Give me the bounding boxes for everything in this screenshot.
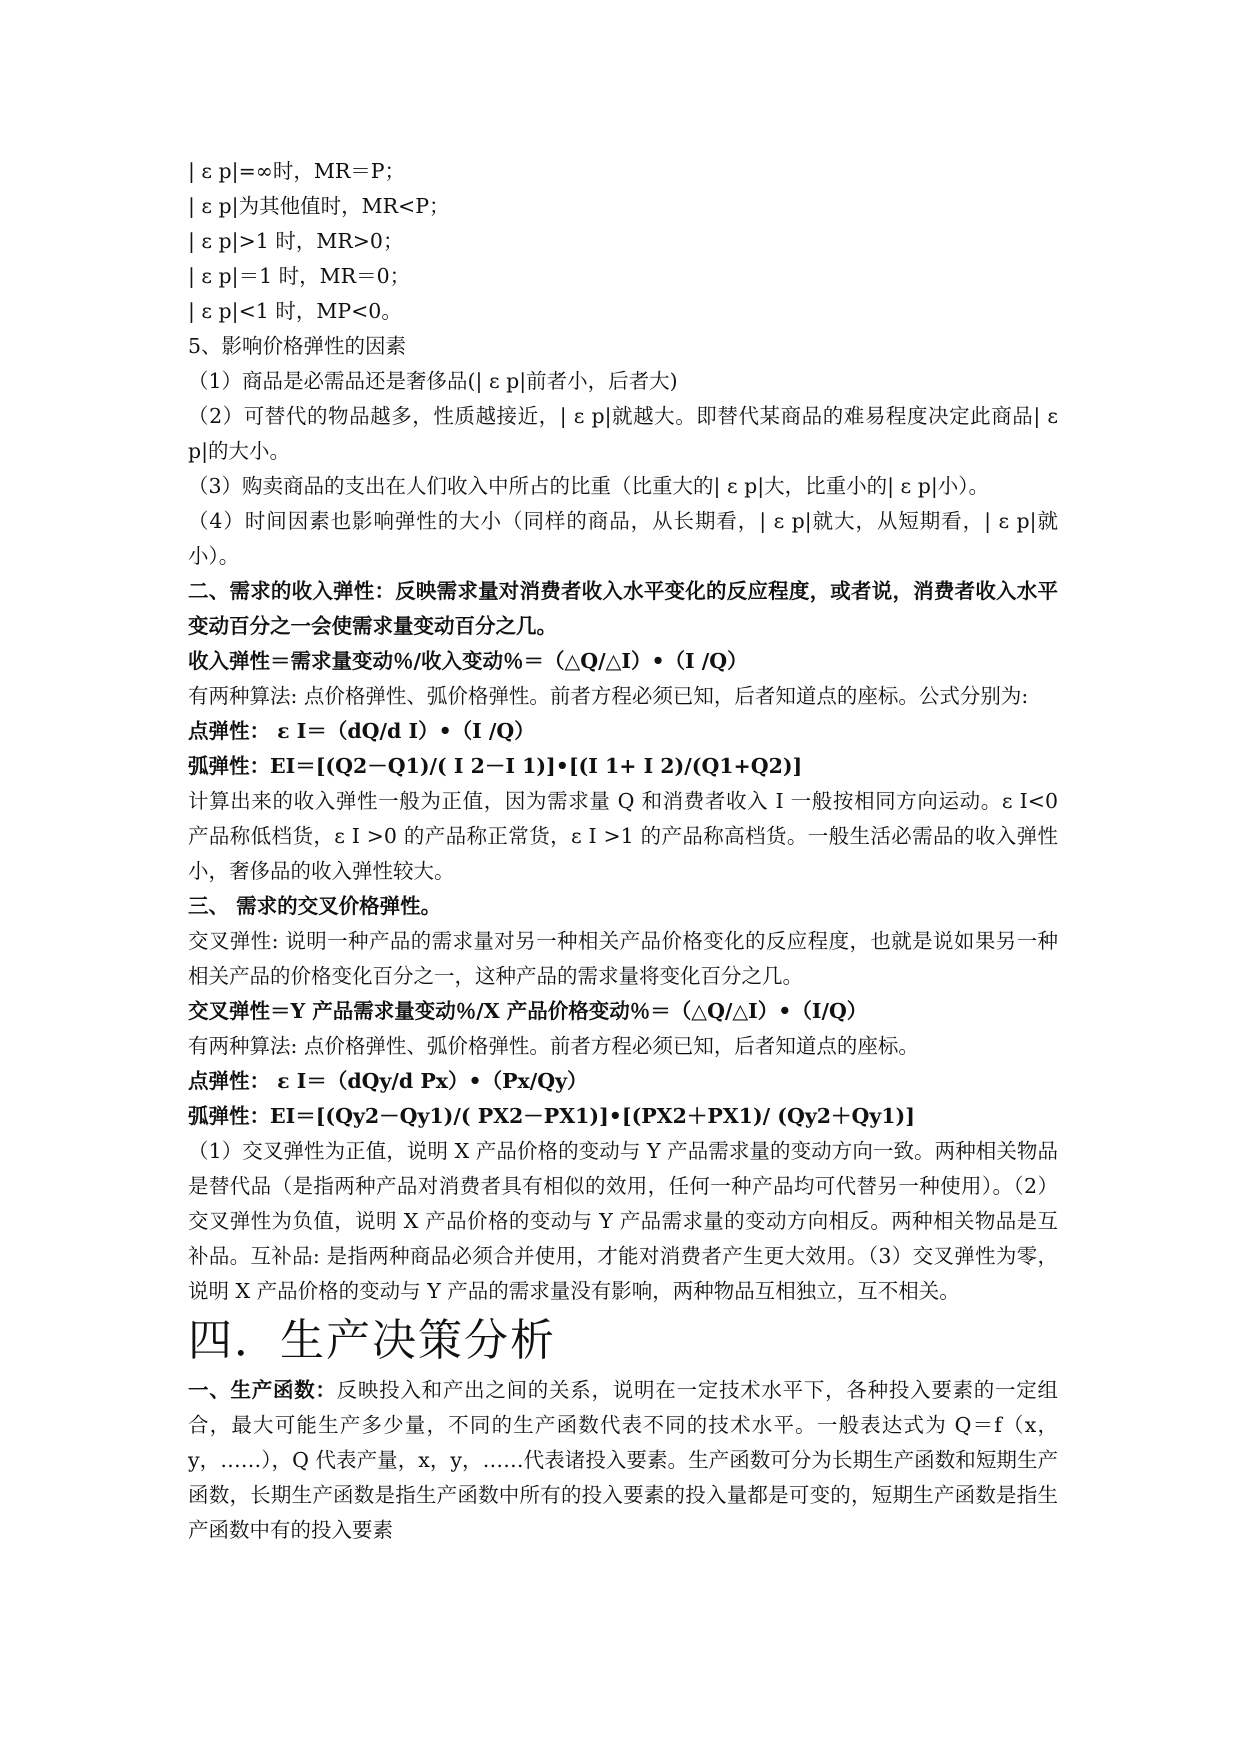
mr-line-gt1: | ε p|>1 时，MR>0；: [188, 229, 404, 253]
cross-methods: 有两种算法: 点价格弹性、弧价格弹性。前者方程必须已知，后者知道点的座标。: [188, 1034, 919, 1058]
cross-elasticity-formula: 交叉弹性＝Y 产品需求量变动％/X 产品价格变动％＝（△Q/△I）•（I/Q）: [188, 999, 868, 1023]
mr-line-eq1: | ε p|＝1 时，MR＝0；: [188, 264, 411, 288]
factor-4: （4）时间因素也影响弹性的大小（同样的商品，从长期看，| ε p|就大，从短期看，| ε p|就小）。: [188, 509, 1058, 568]
production-function-body: 反映投入和产出之间的关系，说明在一定技术水平下，各种投入要素的一定组合，最大可能生产多少量，不同的生产函数代表不同的技术水平。一般表达式为 Q＝f（x，y，……），Q 代表产量，x，y，……代表诸投入要素。生产函数可分为长期生产函数和短期生产函数，长期生产函数是指生产函数中所有的投入要素的投入量都是可变的，短期生产函数是指生产函数中有的投入要素: [188, 1378, 1059, 1542]
income-explanation: 计算出来的收入弹性一般为正值，因为需求量 Q 和消费者收入 I 一般按相同方向运动。ε I<0 产品称低档货，ε I >0 的产品称正常货，ε I >1 的产品称高档货。一般生活必需品的收入弹性小，奢侈品的收入弹性较大。: [188, 789, 1058, 883]
section-4-title: 四．生产决策分析: [188, 1315, 556, 1366]
document-page: [188, 154, 1058, 1548]
factor-2: （2）可替代的物品越多，性质越接近，| ε p|就越大。即替代某商品的难易程度决定此商品| ε p|的大小。: [188, 404, 1058, 463]
cross-elasticity-heading: 三、 需求的交叉价格弹性。: [188, 894, 442, 918]
mr-line-other: | ε p|为其他值时，MR<P；: [188, 194, 450, 218]
income-arc-elasticity: 弧弹性：EI＝[(Q2－Q1)/( I 2－I 1)]•[(I 1+ I 2)/(Q1+Q2)]: [188, 754, 803, 778]
income-elasticity-formula: 收入弹性＝需求量变动％/收入变动％＝（△Q/△I）•（I /Q）: [188, 649, 748, 673]
factor-1: （1）商品是必需品还是奢侈品(| ε p|前者小，后者大): [188, 369, 678, 393]
income-methods: 有两种算法: 点价格弹性、弧价格弹性。前者方程必须已知，后者知道点的座标。公式分别为:: [188, 684, 1029, 708]
factors-heading: 5、影响价格弹性的因素: [188, 334, 407, 358]
mr-line-infinite: | ε p|=∞时，MR＝P；: [188, 159, 406, 183]
mr-line-lt1: | ε p|<1 时，MP<0。: [188, 299, 402, 323]
factor-3: （3）购卖商品的支出在人们收入中所占的比重（比重大的| ε p|大，比重小的| ε p|小）。: [188, 474, 989, 498]
production-function-paragraph: [188, 1373, 1058, 1548]
cross-arc-elasticity: 弧弹性：EI＝[(Qy2－Qy1)/( PX2－PX1)]•[(PX2＋PX1)/ (Qy2＋Qy1)]: [188, 1104, 915, 1128]
income-elasticity-heading: 二、需求的收入弹性：反映需求量对消费者收入水平变化的反应程度，或者说，消费者收入水平变动百分之一会使需求量变动百分之几。: [188, 579, 1058, 638]
cross-point-elasticity: 点弹性： ε I＝（dQy/d Px）•（Px/Qy）: [188, 1069, 588, 1093]
production-function-lead: 一、生产函数：: [188, 1378, 337, 1402]
cross-explanation: （1）交叉弹性为正值，说明 X 产品价格的变动与 Y 产品需求量的变动方向一致。两种相关物品是替代品（是指两种产品对消费者具有相似的效用，任何一种产品均可代替另一种使用）。（2）交叉弹性为负值，说明 X 产品价格的变动与 Y 产品需求量的变动方向相反。两种相关物品是互补品。互补品: 是指两种商品必须合并使用，才能对消费者产生更大效用。（3）交叉弹性为零，说明 X 产品价格的变动与 Y 产品的需求量没有影响，两种物品互相独立，互不相关。: [188, 1139, 1058, 1303]
income-point-elasticity: 点弹性： ε I＝（dQ/d I）•（I /Q）: [188, 719, 535, 743]
cross-definition: 交叉弹性: 说明一种产品的需求量对另一种相关产品价格变化的反应程度，也就是说如果另一种相关产品的价格变化百分之一，这种产品的需求量将变化百分之几。: [188, 929, 1058, 988]
